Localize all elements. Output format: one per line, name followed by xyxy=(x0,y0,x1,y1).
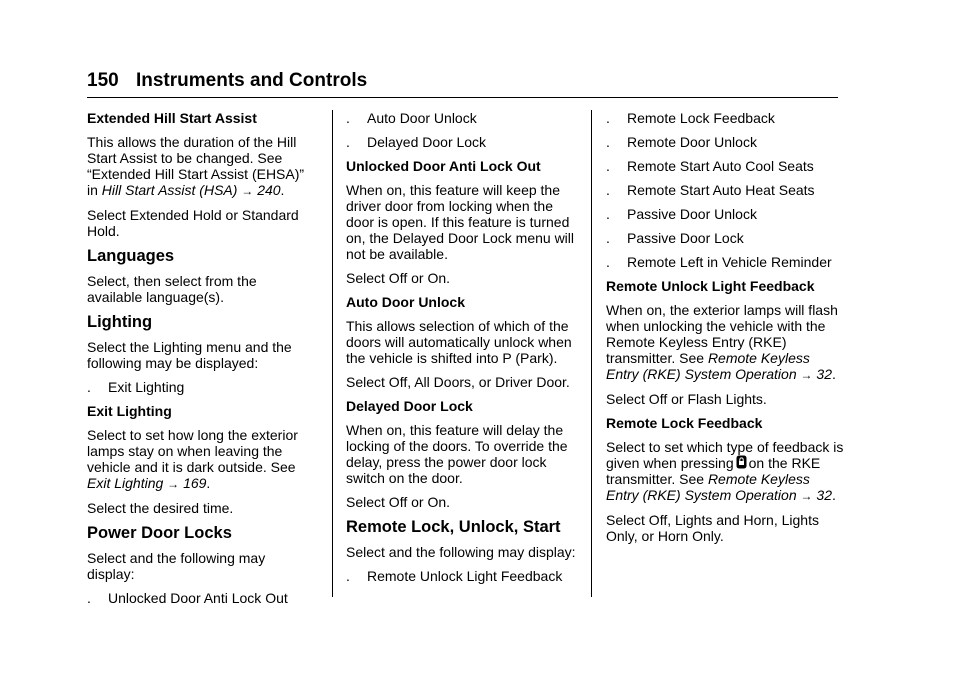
list-item xyxy=(346,568,581,584)
paragraph: Select Off or On. xyxy=(346,494,451,510)
paragraph: When on, this feature will delay the locking of the doors. To override the delay, press the power door lock switch on the door. xyxy=(346,422,568,486)
list-item-text: Passive Door Lock xyxy=(627,230,744,246)
list-item-text: Remote Left in Vehicle Reminder xyxy=(627,254,832,270)
bullet-icon: . xyxy=(606,230,610,246)
text: Select to set how long the exterior lamps stay on when leaving the vehicle and it is dark outside. See xyxy=(87,427,298,475)
text: on the RKE transmitter. See xyxy=(606,455,821,487)
list-item xyxy=(606,254,846,270)
list-item-text: Remote Start Auto Heat Seats xyxy=(627,182,815,198)
bullet-list xyxy=(87,379,309,395)
subheading-remote-unlock-light-feedback: Remote Unlock Light Feedback xyxy=(606,278,815,294)
list-item-text: Remote Start Auto Cool Seats xyxy=(627,158,814,174)
paragraph: Select Off, Lights and Horn, Lights Only, or Horn Only. xyxy=(606,512,819,544)
bullet-icon: . xyxy=(606,206,610,222)
paragraph: Select to set how long the exterior lamps stay on when leaving the vehicle and it is dark outside. See Exit Lighting → 169. xyxy=(87,427,298,491)
page-reference[interactable]: 32 xyxy=(816,487,832,503)
paragraph: Select Off or On. xyxy=(346,270,451,286)
page-header xyxy=(87,70,838,98)
list-item xyxy=(606,182,846,198)
bullet-icon: . xyxy=(87,590,91,606)
page-reference[interactable]: 169 xyxy=(183,475,207,491)
subheading-extended-hill-start-assist: Extended Hill Start Assist xyxy=(87,110,257,126)
list-item xyxy=(87,379,309,395)
paragraph: Select Off, All Doors, or Driver Door. xyxy=(346,374,570,390)
bullet-icon: . xyxy=(346,110,350,126)
column-1 xyxy=(87,110,309,614)
paragraph: Select Extended Hold or Standard Hold. xyxy=(87,207,299,239)
text: This allows the duration of the Hill Start Assist to be changed. See “Extended Hill Start Assist (EHSA)” in xyxy=(87,134,305,198)
cross-reference[interactable]: Remote Keyless Entry (RKE) System Operation xyxy=(606,471,810,503)
list-item xyxy=(346,134,581,150)
bullet-icon: . xyxy=(87,379,91,395)
bullet-icon: . xyxy=(606,158,610,174)
subheading-remote-lock-feedback: Remote Lock Feedback xyxy=(606,415,763,431)
page-title: Instruments and Controls xyxy=(135,70,368,91)
list-item xyxy=(606,158,846,174)
paragraph: Select the desired time. xyxy=(87,500,234,516)
paragraph: Select the Lighting menu and the following may be displayed: xyxy=(87,339,292,371)
bullet-list xyxy=(87,590,309,606)
list-item-text: Remote Door Unlock xyxy=(627,134,757,150)
list-item-text: Passive Door Unlock xyxy=(627,206,757,222)
subheading-unlocked-door-anti-lock-out: Unlocked Door Anti Lock Out xyxy=(346,158,541,174)
bullet-list xyxy=(606,110,846,270)
column-2 xyxy=(346,110,581,592)
paragraph: This allows selection of which of the doors will automatically unlock when the vehicle is shifted into P (Park). xyxy=(346,318,572,366)
paragraph: When on, this feature will keep the driver door from locking when the door is open. If this feature is turned on, the Delayed Door Lock menu will not be available. xyxy=(346,182,575,262)
xref-arrow-icon: → xyxy=(800,368,813,382)
list-item xyxy=(87,590,309,606)
subheading-exit-lighting: Exit Lighting xyxy=(87,403,172,419)
paragraph: When on, the exterior lamps will flash when unlocking the vehicle with the Remote Keyless Entry (RKE) transmitter. See Remote Keyless Entry (RKE) System Operation → 32. xyxy=(606,302,838,382)
bullet-list xyxy=(346,568,581,584)
page-reference[interactable]: 32 xyxy=(816,366,832,382)
list-item xyxy=(606,230,846,246)
paragraph: This allows the duration of the Hill Start Assist to be changed. See “Extended Hill Start Assist (EHSA)” in Hill Start Assist (HSA) → 240. xyxy=(87,134,305,198)
list-item xyxy=(346,110,581,126)
list-item xyxy=(606,110,846,126)
cross-reference[interactable]: Remote Keyless Entry (RKE) System Operation xyxy=(606,350,810,382)
paragraph: Select to set which type of feedback is given when pressing on the RKE transmitter. See Remote Keyless Entry (RKE) System Operation → 32. xyxy=(606,439,844,503)
text: When on, the exterior lamps will flash when unlocking the vehicle with the Remote Keyless Entry (RKE) transmitter. See xyxy=(606,302,838,366)
list-item-text: Auto Door Unlock xyxy=(367,110,477,126)
bullet-icon: . xyxy=(346,134,350,150)
paragraph: Select and the following may display: xyxy=(87,550,266,582)
text: Select to set which type of feedback is given when pressing xyxy=(606,439,844,471)
section-heading-power-door-locks: Power Door Locks xyxy=(87,524,232,542)
paragraph: Select Off or Flash Lights. xyxy=(606,391,767,407)
list-item-text: Remote Unlock Light Feedback xyxy=(367,568,563,584)
bullet-icon: . xyxy=(606,254,610,270)
subheading-auto-door-unlock: Auto Door Unlock xyxy=(346,294,465,310)
cross-reference[interactable]: Exit Lighting xyxy=(87,475,164,491)
list-item xyxy=(606,206,846,222)
list-item-text: Remote Lock Feedback xyxy=(627,110,775,126)
bullet-icon: . xyxy=(606,134,610,150)
list-item-text: Exit Lighting xyxy=(108,379,185,395)
list-item-text: Delayed Door Lock xyxy=(367,134,487,150)
lock-fob-icon xyxy=(736,455,747,469)
bullet-icon: . xyxy=(606,182,610,198)
paragraph: Select and the following may display: xyxy=(346,544,576,560)
xref-arrow-icon: → xyxy=(800,489,813,503)
column-3 xyxy=(606,110,846,552)
xref-arrow-icon: → xyxy=(241,184,254,198)
cross-reference[interactable]: Hill Start Assist (HSA) xyxy=(101,182,238,198)
bullet-icon: . xyxy=(346,568,350,584)
page-number: 150 xyxy=(87,70,119,91)
page-reference[interactable]: 240 xyxy=(257,182,281,198)
xref-arrow-icon: → xyxy=(167,477,180,491)
section-heading-lighting: Lighting xyxy=(87,313,153,331)
bullet-icon: . xyxy=(606,110,610,126)
section-heading-languages: Languages xyxy=(87,247,175,265)
bullet-list xyxy=(346,110,581,150)
column-divider xyxy=(332,110,333,597)
column-divider xyxy=(591,110,592,597)
section-heading-remote-lock-unlock-start: Remote Lock, Unlock, Start xyxy=(346,518,561,536)
paragraph: Select, then select from the available language(s). xyxy=(87,273,257,305)
list-item-text: Unlocked Door Anti Lock Out xyxy=(108,590,288,606)
subheading-delayed-door-lock: Delayed Door Lock xyxy=(346,398,473,414)
list-item xyxy=(606,134,846,150)
